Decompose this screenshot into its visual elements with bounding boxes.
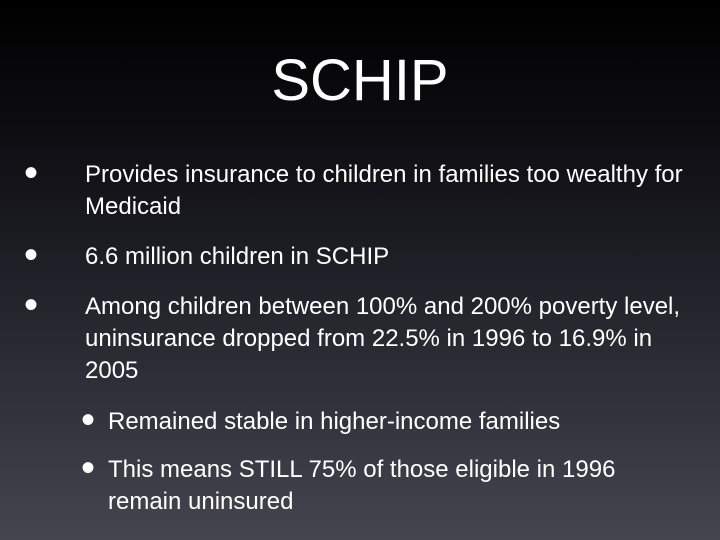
- bullet-dot-icon: •: [24, 151, 39, 195]
- sub-bullet-text: This means STILL 75% of those eligible in 1996 remain uninsured: [108, 456, 616, 515]
- sub-bullet-dot-icon: •: [81, 446, 96, 490]
- bullet-dot-icon: •: [24, 283, 39, 327]
- sub-bullet-dot-icon: •: [81, 398, 96, 442]
- sub-bullet-text: Remained stable in higher-income families: [108, 408, 561, 435]
- bullet-dot-icon: •: [24, 233, 39, 277]
- bullet-text: Provides insurance to children in families too wealthy for Medicaid: [85, 161, 683, 220]
- bullet-text: Among children between 100% and 200% poverty level, uninsurance dropped from 22.5% in 1996 to 16.9% in 2005: [85, 293, 681, 384]
- bullet-text: 6.6 million children in SCHIP: [85, 243, 390, 270]
- slide-title: SCHIP: [271, 48, 449, 113]
